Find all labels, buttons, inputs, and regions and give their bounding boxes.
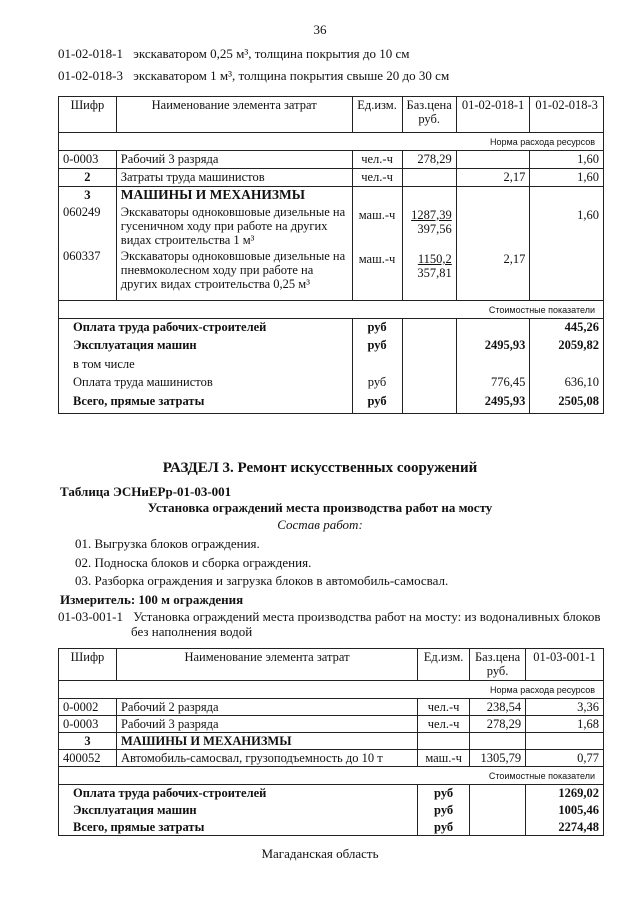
cost-row: [59, 356, 604, 374]
row-price-bottom: 357,81: [417, 266, 452, 280]
row-name: Затраты труда машинистов: [116, 169, 352, 187]
row-price: [402, 169, 456, 187]
row-name: Автомобиль-самосвал, грузоподъемность до 10 т: [116, 750, 417, 767]
table-row: [59, 699, 604, 716]
cost-value-3: 2059,82: [530, 337, 604, 356]
cost-value-1: 1005,46: [526, 802, 604, 819]
row-code: 060249: [63, 205, 101, 219]
row-unit: чел.-ч: [418, 699, 470, 716]
cost-name: Оплата труда рабочих-строителей: [59, 785, 418, 802]
cost-row-total: [59, 819, 604, 836]
header-col1: 01-03-001-1: [526, 649, 604, 681]
work-step: 01. Выгрузка блоков ограждения.: [75, 536, 260, 551]
table-row: [59, 750, 604, 767]
header-name: Наименование элемента затрат: [116, 97, 352, 133]
cost-unit: руб: [352, 318, 402, 337]
table-row: [59, 733, 604, 750]
cost-label-row: [59, 300, 604, 318]
cost-unit: руб: [418, 819, 470, 836]
row-value-3: 1,60: [530, 151, 604, 169]
intro-line-1: [58, 46, 410, 62]
row-name: Экскаваторы одноковшовые дизельные на гусеничном ходу при работе на других видах строительства 1 м³: [120, 205, 346, 247]
row-name: МАШИНЫ И МЕХАНИЗМЫ: [120, 187, 305, 202]
cost-name: Всего, прямые затраты: [59, 393, 353, 413]
cost-name: в том числе: [59, 356, 353, 374]
row-price-bottom: 397,56: [417, 222, 452, 236]
composition-title: Состав работ:: [277, 517, 363, 532]
norm-code: 01-03-001-1: [58, 609, 123, 624]
cost-name: Оплата труда рабочих-строителей: [59, 318, 353, 337]
row-unit: чел.-ч: [352, 151, 402, 169]
norm-label: Норма расхода ресурсов: [59, 133, 604, 151]
row-value-1: 0,77: [526, 750, 604, 767]
intro-code: 01-02-018-3: [58, 68, 123, 83]
row-price-cell: [402, 187, 456, 293]
measure: Измеритель: 100 м ограждения: [60, 592, 244, 607]
row-value-1: 2,17: [456, 169, 530, 187]
footer-region: Магаданская область: [261, 846, 379, 861]
cost-name: Всего, прямые затраты: [59, 819, 418, 836]
intro-line-2: [58, 68, 449, 84]
row-value-3: 1,60: [530, 169, 604, 187]
table-row-group: [59, 187, 604, 293]
norm-text-2: без наполнения водой: [131, 624, 253, 639]
cost-value-1: 2495,93: [456, 393, 530, 413]
cost-label: Стоимостные показатели: [59, 767, 604, 785]
cost-row: [59, 802, 604, 819]
row-code: 3: [59, 733, 117, 750]
row-value-1: [456, 151, 530, 169]
row-price: 278,29: [402, 151, 456, 169]
row-price: [470, 733, 526, 750]
row-price: 278,29: [470, 716, 526, 733]
row-name: Экскаваторы одноковшовые дизельные на пневмоколесном ходу при работе на других видах строительства 0,25 м³: [120, 249, 346, 291]
cost-unit: руб: [352, 374, 402, 393]
cost-value-3: 445,26: [530, 318, 604, 337]
cost-name: Оплата труда машинистов: [59, 374, 353, 393]
cost-row: [59, 374, 604, 393]
header-price: Баз.цена руб.: [470, 649, 526, 681]
norm-label-row: [59, 681, 604, 699]
cost-unit: руб: [418, 802, 470, 819]
table-name: Таблица ЭСНиЕРр-01-03-001: [60, 484, 232, 499]
header-col1: 01-02-018-1: [456, 97, 530, 133]
work-step: 02. Поднoска блоков и сборка ограждения.: [75, 555, 312, 570]
row-value-1: 2,17: [503, 252, 526, 266]
table-header: [59, 649, 604, 681]
cost-label: Стоимостные показатели: [59, 300, 604, 318]
header-col3: 01-02-018-3: [530, 97, 604, 133]
table-subtitle: Установка ограждений места производства работ на мосту: [147, 500, 493, 515]
row-value-1: 3,36: [526, 699, 604, 716]
cost-unit: руб: [352, 393, 402, 413]
cost-value-1: 2495,93: [456, 337, 530, 356]
work-step: 03. Разборка ограждения и загрузка блоков в автомобиль-самосвал.: [75, 573, 449, 588]
section-title: РАЗДЕЛ 3. Ремонт искусственных сооружений: [162, 460, 478, 476]
header-unit: Ед.изм.: [352, 97, 402, 133]
table-header: [59, 97, 604, 133]
header-code: Шифр: [59, 649, 117, 681]
row-value-1: [526, 733, 604, 750]
row-value-3: 1,60: [577, 208, 599, 222]
cost-value-1: 776,45: [456, 374, 530, 393]
row-code-cell: [59, 187, 117, 293]
cost-row: [59, 785, 604, 802]
intro-text: экскаватором 1 м³, толщина покрытия свыше 20 до 30 см: [133, 68, 450, 83]
intro-code: 01-02-018-1: [58, 46, 123, 61]
row-name-cell: [116, 187, 352, 293]
cost-row: [59, 318, 604, 337]
spacer-row: [59, 292, 604, 300]
cost-value-1: 1269,02: [526, 785, 604, 802]
norm-line: [58, 609, 601, 625]
table-row: [59, 716, 604, 733]
row-unit: маш.-ч: [358, 252, 396, 266]
cost-value-1: [456, 318, 530, 337]
norm-label-row: [59, 133, 604, 151]
cost-row-total: [59, 393, 604, 413]
row-unit-cell: [352, 187, 402, 293]
table-row: [59, 169, 604, 187]
cost-name: Эксплуатация машин: [59, 337, 353, 356]
row-v1-cell: [456, 187, 530, 293]
row-v3-cell: [530, 187, 604, 293]
row-unit: чел.-ч: [418, 716, 470, 733]
norm-label: Норма расхода ресурсов: [59, 681, 604, 699]
row-value-1: 1,68: [526, 716, 604, 733]
header-price: Баз.цена руб.: [402, 97, 456, 133]
row-unit: маш.-ч: [418, 750, 470, 767]
row-price: 238,54: [470, 699, 526, 716]
row-code: 400052: [59, 750, 117, 767]
cost-value-3: 2505,08: [530, 393, 604, 413]
row-name: Рабочий 3 разряда: [116, 151, 352, 169]
cost-unit: руб: [352, 337, 402, 356]
row-code: 060337: [63, 249, 101, 263]
header-name: Наименование элемента затрат: [116, 649, 417, 681]
norm-text: Установка ограждений места производства работ на мосту: из водоналивных блоков: [133, 609, 601, 624]
row-unit: чел.-ч: [352, 169, 402, 187]
table-row: [59, 151, 604, 169]
row-unit: маш.-ч: [358, 208, 396, 222]
cost-row: [59, 337, 604, 356]
header-code: Шифр: [59, 97, 117, 133]
cost-value-3: 636,10: [530, 374, 604, 393]
page-number: 36: [313, 22, 327, 37]
row-price-top: 1287,39: [411, 208, 452, 222]
row-name: Рабочий 2 разряда: [116, 699, 417, 716]
row-unit: [418, 733, 470, 750]
row-value-1: [461, 208, 526, 222]
row-code: 0-0003: [59, 716, 117, 733]
row-code: 2: [59, 169, 117, 187]
row-name: МАШИНЫ И МЕХАНИЗМЫ: [116, 733, 417, 750]
cost-unit: руб: [418, 785, 470, 802]
row-name: Рабочий 3 разряда: [116, 716, 417, 733]
row-code: 0-0002: [59, 699, 117, 716]
cost-label-row: [59, 767, 604, 785]
intro-text: экскаватором 0,25 м³, толщина покрытия до 10 см: [133, 46, 410, 61]
row-code: 3: [84, 187, 91, 202]
header-unit: Ед.изм.: [418, 649, 470, 681]
cost-value-1: 2274,48: [526, 819, 604, 836]
row-price-top: 1150,2: [417, 252, 452, 266]
resource-table-2: [58, 648, 604, 836]
cost-name: Эксплуатация машин: [59, 802, 418, 819]
row-code: 0-0003: [59, 151, 117, 169]
resource-table-1: [58, 96, 604, 414]
row-price: 1305,79: [470, 750, 526, 767]
